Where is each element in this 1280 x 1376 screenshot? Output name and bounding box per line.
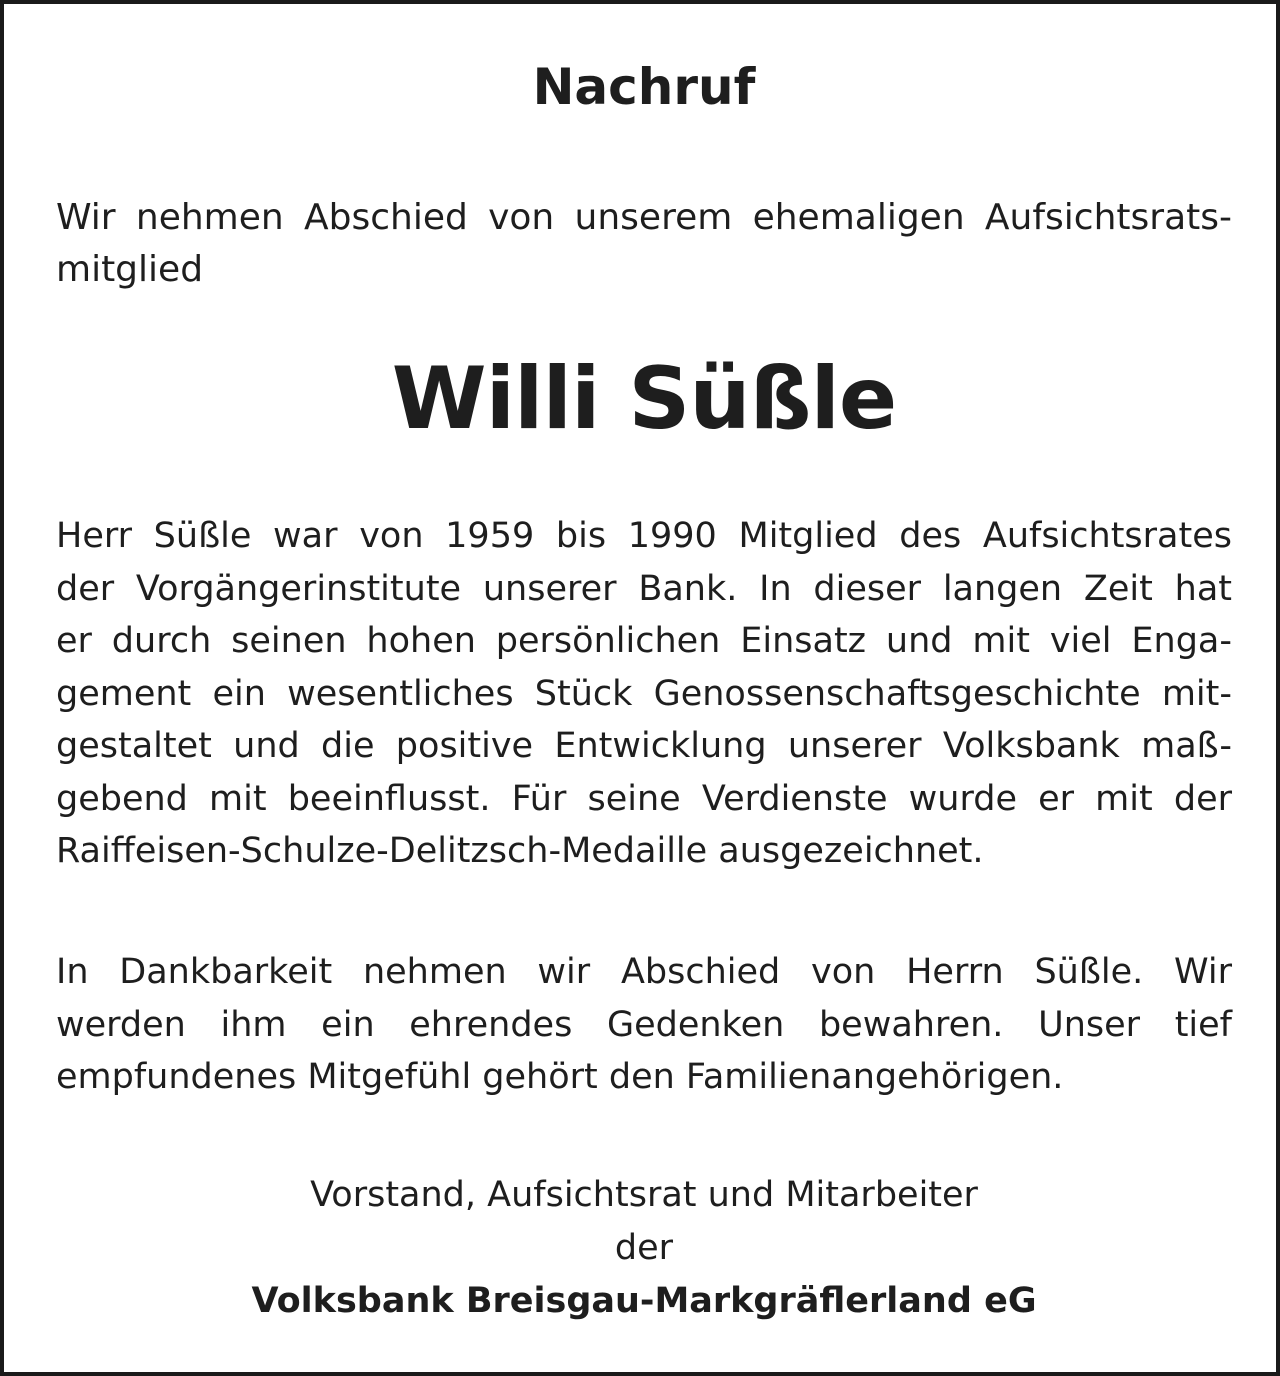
bank-name: Volksbank Breisgau-Markgräflerland eG	[251, 1281, 1037, 1321]
paragraph-line: In Dankbarkeit nehmen wir Abschied von Herrn Süßle. Wir	[56, 952, 1232, 992]
paragraph-line: der Vorgängerinstitute unserer Bank. In dieser langen Zeit hat	[56, 568, 1232, 609]
signature-line: Vorstand, Aufsichtsrat und Mitarbeiter	[310, 1175, 978, 1215]
deceased-name: Willi Süßle	[391, 349, 897, 449]
intro-text	[56, 192, 1232, 296]
paragraph-line: werden ihm ein ehrendes Gedenken bewahren. Unser tief	[56, 1004, 1232, 1045]
paragraph-line: empfundenes Mitgefühl gehört den Familienangehörigen.	[56, 1057, 1064, 1097]
intro-line: Wir nehmen Abschied von unserem ehemaligen Aufsichtsrats-	[56, 197, 1232, 238]
paragraph-line: er durch seinen hohen persönlichen Einsatz und mit viel Enga-	[56, 621, 1232, 661]
intro-line: mitglied	[56, 249, 204, 290]
paragraph-line: gestaltet und die positive Entwicklung unserer Volksbank maß-	[56, 726, 1232, 766]
paragraph-line: gebend mit beeinflusst. Für seine Verdienste wurde er mit der	[56, 778, 1232, 819]
condolence-paragraph	[56, 946, 1232, 1104]
signature-block	[4, 1169, 1280, 1328]
tribute-paragraph	[56, 510, 1232, 878]
paragraph-line: Raiffeisen-Schulze-Delitzsch-Medaille ausgezeichnet.	[56, 831, 984, 871]
paragraph-line: Herr Süßle war von 1959 bis 1990 Mitglied des Aufsichtsrates	[56, 516, 1232, 556]
notice-heading: Nachruf	[532, 58, 756, 116]
paragraph-line: gement ein wesentliches Stück Genossenschaftsgeschichte mit-	[56, 673, 1232, 714]
signature-line: der	[614, 1228, 674, 1268]
